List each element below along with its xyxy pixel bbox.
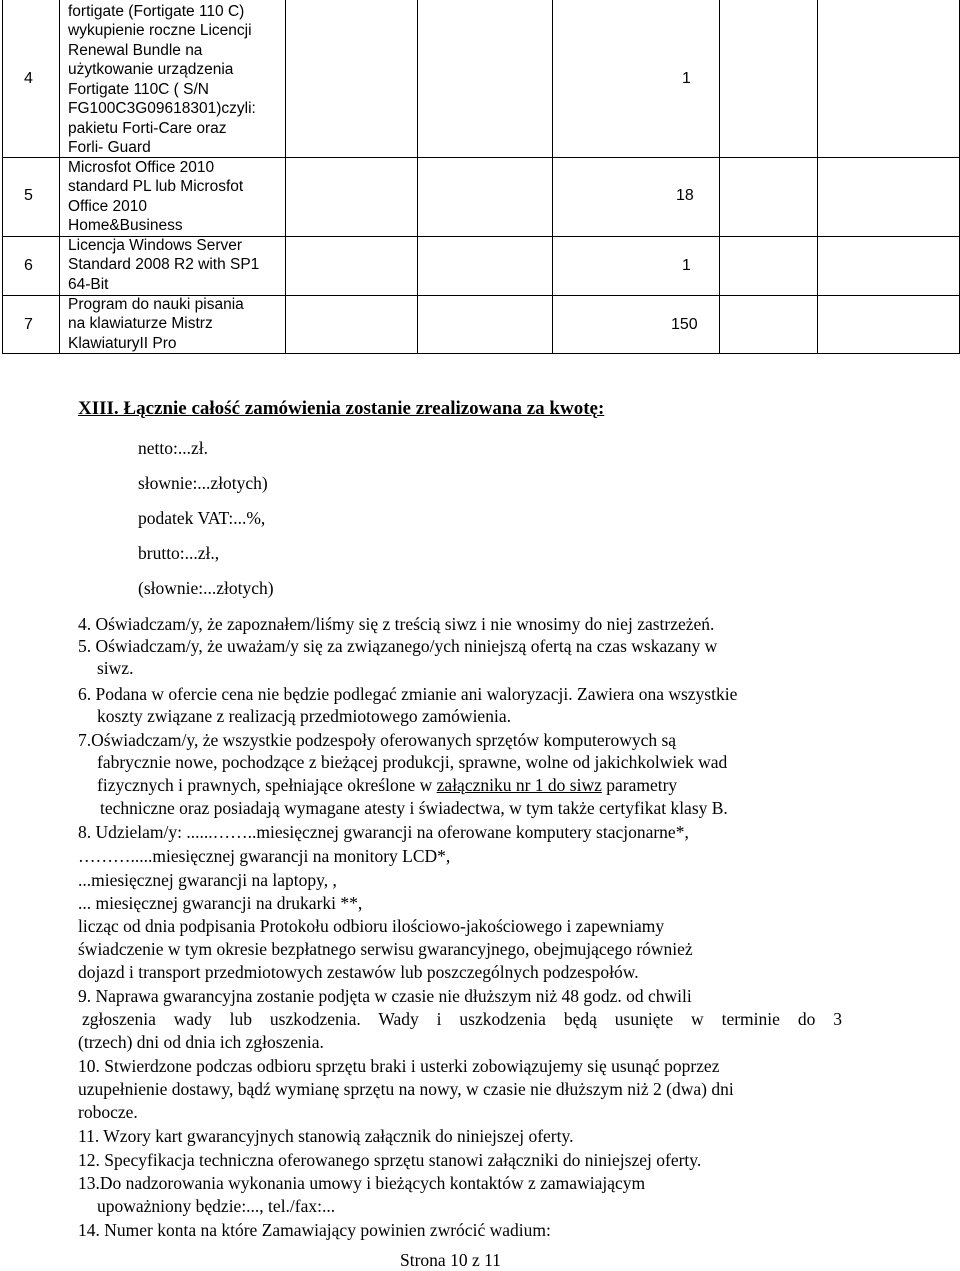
table-border-col6 — [817, 0, 818, 354]
item-quantity: 150 — [671, 316, 698, 333]
clause-8-cont: licząc od dnia podpisania Protokołu odbioru ilościowo-jakościowego i zapewniamy — [78, 916, 665, 936]
clause-8-monitors: ……….....miesięcznej gwarancji na monitory LCD*, — [78, 846, 451, 866]
item-quantity: 1 — [682, 257, 691, 274]
clause-7-text: parametry — [601, 775, 678, 795]
table-border-col1 — [59, 0, 60, 354]
amount-netto: netto:...zł. — [138, 438, 208, 458]
clause-5: 5. Oświadczam/y, że uważam/y się za związanego/ych niniejszą ofertą na czas wskazany w — [78, 636, 718, 656]
clause-9: 9. Naprawa gwarancyjna zostanie podjęta w czasie nie dłuższym niż 48 godz. od chwili — [78, 986, 692, 1006]
item-description-line: Licencja Windows Server — [68, 237, 243, 254]
item-description-line: 64-Bit — [68, 276, 109, 293]
clause-8-cont: świadczenie w tym okresie bezpłatnego serwisu gwarancyjnego, obejmującego również — [78, 939, 693, 959]
amount-vat: podatek VAT:...%, — [138, 508, 266, 528]
table-border-left — [2, 0, 3, 354]
item-description-line: FG100C3G09618301)czyli: — [68, 100, 256, 117]
clause-11: 11. Wzory kart gwarancyjnych stanowią załącznik do niniejszej oferty. — [78, 1126, 574, 1146]
amount-brutto-words: (słownie:...złotych) — [138, 578, 274, 598]
clause-10-cont: robocze. — [78, 1102, 138, 1122]
item-description-line: standard PL lub Microsfot — [68, 178, 244, 195]
item-description-line: na klawiaturze Mistrz — [68, 315, 213, 332]
item-quantity: 18 — [676, 187, 694, 204]
clause-8: 8. Udzielam/y: ......……..miesięcznej gwarancji na oferowane komputery stacjonarne*, — [78, 822, 689, 842]
item-quantity: 1 — [682, 70, 691, 87]
table-border-col3 — [417, 0, 418, 354]
row-number: 5 — [24, 187, 33, 204]
table-border-col4 — [552, 0, 553, 354]
row-number: 7 — [24, 316, 33, 333]
clause-5-cont: siwz. — [97, 658, 134, 678]
page-number: Strona 10 z 11 — [400, 1250, 501, 1270]
item-description-line: Standard 2008 R2 with SP1 — [68, 256, 260, 273]
clause-8-printers: ... miesięcznej gwarancji na drukarki **, — [78, 893, 363, 913]
item-description-line: Fortigate 110C ( S/N — [68, 81, 209, 98]
clause-10-cont: uzupełnienie dostawy, bądź wymianę sprzętu na nowy, w czasie nie dłuższym niż 2 (dwa) dni — [78, 1079, 734, 1099]
item-description-line: Renewal Bundle na — [68, 42, 203, 59]
amount-words: słownie:...złotych) — [138, 473, 268, 493]
item-description-line: Home&Business — [68, 217, 183, 234]
row-number: 6 — [24, 257, 33, 274]
table-border-col5 — [719, 0, 720, 354]
item-description-line: wykupienie roczne Licencji — [68, 22, 252, 39]
item-description-line: użytkowanie urządzenia — [68, 61, 234, 78]
clause-9-cont: zgłoszenia wady lub uszkodzenia. Wady i uszkodzenia będą usunięte w terminie do 3 — [82, 1009, 842, 1029]
clause-13-cont: upoważniony będzie:..., tel./fax:... — [97, 1196, 336, 1216]
item-description-line: pakietu Forti-Care oraz — [68, 120, 227, 137]
table-border-col2 — [285, 0, 286, 354]
item-description-line: KlawiaturyII Pro — [68, 335, 177, 352]
items-table — [2, 0, 960, 354]
clause-9-cont: (trzech) dni od dnia ich zgłoszenia. — [78, 1032, 324, 1052]
item-description-line: Program do nauki pisania — [68, 296, 244, 313]
row-number: 4 — [24, 70, 33, 87]
clause-4: 4. Oświadczam/y, że zapoznałem/liśmy się z treścią siwz i nie wnosimy do niej zastrzeżeń. — [78, 614, 715, 634]
item-description-line: Forli- Guard — [68, 139, 151, 156]
clause-7-cont: fabrycznie nowe, pochodzące z bieżącej produkcji, sprawne, wolne od jakichkolwiek wad — [97, 752, 728, 772]
clause-10: 10. Stwierdzone podczas odbioru sprzętu braki i usterki zobowiązujemy się usunąć poprzez — [78, 1056, 720, 1076]
clause-6: 6. Podana w ofercie cena nie będzie podlegać zmianie ani waloryzacji. Zawiera ona wszystkie — [78, 684, 738, 704]
clause-13: 13.Do nadzorowania wykonania umowy i bieżących kontaktów z zamawiającym — [78, 1173, 646, 1193]
amount-brutto: brutto:...zł., — [138, 543, 220, 563]
clause-7-cont — [97, 774, 677, 796]
item-description-line: Office 2010 — [68, 198, 147, 215]
attachment-reference: załączniku nr 1 do siwz — [436, 775, 602, 795]
clause-7: 7.Oświadczam/y, że wszystkie podzespoły oferowanych sprzętów komputerowych są — [78, 730, 677, 750]
item-description-line: Microsfot Office 2010 — [68, 159, 215, 176]
section-heading: XIII. Łącznie całość zamówienia zostanie zrealizowana za kwotę: — [78, 398, 605, 419]
clause-14: 14. Numer konta na które Zamawiający powinien zwrócić wadium: — [78, 1220, 551, 1240]
clause-7-text: fizycznych i prawnych, spełniające określone w — [97, 775, 437, 795]
clause-12: 12. Specyfikacja techniczna oferowanego sprzętu stanowi załączniki do niniejszej oferty. — [78, 1150, 702, 1170]
clause-8-laptops: ...miesięcznej gwarancji na laptopy, , — [78, 870, 337, 890]
item-description-line: fortigate (Fortigate 110 C) — [68, 3, 245, 20]
clause-6-cont: koszty związane z realizacją przedmiotowego zamówienia. — [97, 706, 511, 726]
clause-8-cont: dojazd i transport przedmiotowych zestawów lub poszczególnych podzespołów. — [78, 962, 639, 982]
clause-7-cont: techniczne oraz posiadają wymagane atesty i świadectwa, w tym także certyfikat klasy B. — [100, 798, 728, 818]
